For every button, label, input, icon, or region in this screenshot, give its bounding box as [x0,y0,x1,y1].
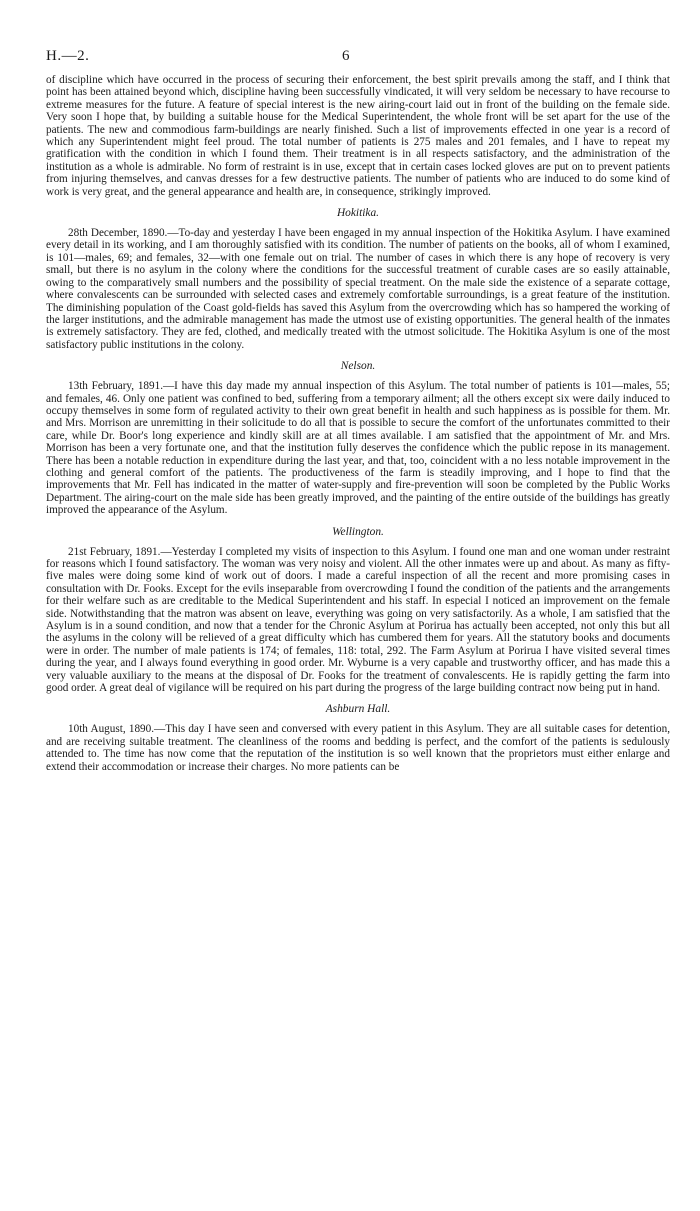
section-title-nelson: Nelson. [340,360,376,373]
section-text-ashburn-hall: 10th August, 1890.—This day I have seen and conversed with every patient in this Asylum. They are all suitable cases for detention, and are receiving suitable treatment. The cleanliness of the rooms and bedding is perfect, and the comfort of the patients is sedulously attended to. The time has now come that the reputation of the institution is so well known that the proprietors must either enlarge and extend their accommodation or increase their charges. No more patients can be [46,723,670,773]
document-reference: H.—2. [46,48,90,64]
section-text-nelson: 13th February, 1891.—I have this day made my annual inspection of this Asylum. The total number of patients is 101—males, 55; and females, 46. Only one patient was confined to bed, suffering from a temporary ailment; all the others except six were daily induced to occupy themselves in some form of regulated activity to their own great benefit in health and such happiness as is possible for them. Mr. and Mrs. Morrison are unremitting in their solicitude to do all that is possible to secure the comfort of the unfortunates committed to their care, while Dr. Boor's long experience and kindly skill are at all times available. I am satisfied that the appointment of Mr. and Mrs. Morrison has been a very fortunate one, and that the institution fully deserves the confidence which the public repose in its management. There has been a notable reduction in expenditure during the last year, and that, too, coincident with a no less notable improvement in the clothing and general comfort of the patients. The productiveness of the farm is steadily improving, and I hope to find that the improvements that Mr. Fell has indicated in the matter of water-supply and fire-prevention will soon be completed by the Public Works Department. The airing-court on the male side has been greatly improved, and the painting of the entire outside of the buildings has greatly improved the appearance of the Asylum. [46,380,670,517]
document-body [46,74,670,773]
page-header [46,48,670,74]
continuation-paragraph: of discipline which have occurred in the process of securing their enforcement, the best spirit prevails among the staff, and I think that point has been attained beyond which, discipline having been successfully vindicated, it will very seldom be necessary to have recourse to extreme measures for the future. A feature of special interest is the new airing-court laid out in front of the building on the female side. Very soon I hope that, by building a suitable house for the Medical Superintendent, the whole front will be set apart for the use of the patients. The new and commodious farm-buildings are nearly finished. Such a list of improvements effected in one year is a record of which any Superintendent might feel proud. The total number of patients is 275 males and 201 females, and I have to repeat my gratification with the condition in which I found them. Their treatment is in all respects satisfactory, and the administration of the institution as a whole is admirable. No form of restraint is in use, except that in certain cases locked gloves are put on to prevent patients from injuring themselves, and canvas dresses for a few destructive patients. The number of patients who are induced to do some kind of work is very great, and the general appearance and health are, in consequence, strikingly improved. [46,74,670,198]
section-title-hokitika: Hokitika. [336,207,380,220]
section-text-wellington: 21st February, 1891.—Yesterday I completed my visits of inspection to this Asylum. I found one man and one woman under restraint for reasons which I found satisfactory. The woman was very noisy and violent. All the other inmates were up and about. As many as fifty-five males were doing some kind of work out of doors. I made a careful inspection of all the recent and more promising cases in consultation with Dr. Fooks. Except for the evils inseparable from overcrowding I found the condition of the patients and the arrangements for their welfare such as are creditable to the Medical Superintendent and his staff. In especial I noticed an improvement on the female side. Notwithstanding that the matron was absent on leave, everything was going on very satisfactorily. As a whole, I am satisfied that the Asylum is in a sound condition, and now that a tender for the Chronic Asylum at Porirua has actually been accepted, not only this but all the asylums in the colony will be relieved of a great difficulty which has cumbered them for years. All the statutory books and documents were in order. The number of male patients is 174; of females, 118: total, 292. The Farm Asylum at Porirua I have visited several times during the year, and I always found everything in good order. Mr. Wyburne is a very capable and trustworthy officer, and has made this a very valuable auxiliary to the means at the disposal of Dr. Fooks for the treatment of convalescents. He is rapidly getting the farm into good order. A great deal of vigilance will be required on his part during the progress of the large building contract now being put in hand. [46,545,670,695]
section-title-wellington: Wellington. [332,525,384,538]
document-page [46,48,670,773]
section-text-hokitika: 28th December, 1890.—To-day and yesterday I have been engaged in my annual inspection of the Hokitika Asylum. I have examined every detail in its working, and I am thoroughly satisfied with its condition. The number of patients on the books, all of whom I examined, is 101—males, 69; and females, 32—with one female out on trial. The number of cases in which there is any hope of recovery is very small, but there is no asylum in the colony where the conditions for the successful treatment of curable cases are so easily attainable, owing to the comparatively small numbers and the possibility of special treatment. On the male side the existence of a separate cottage, where convalescents can be surrounded with selected cases and extremely comfortable surroundings, is a great feature of the institution. The diminishing population of the Coast gold-fields has saved this Asylum from the overcrowding which has so hampered the working of the larger institutions, and the admirable management has made the utmost use of existing opportunities. The general health of the inmates is extremely satisfactory. They are fed, clothed, and medically treated with the utmost solicitude. The Hokitika Asylum is one of the most satisfactory public institutions in the colony. [46,227,670,351]
section-title-ashburn-hall: Ashburn Hall. [325,703,391,716]
page-number: 6 [342,48,350,64]
